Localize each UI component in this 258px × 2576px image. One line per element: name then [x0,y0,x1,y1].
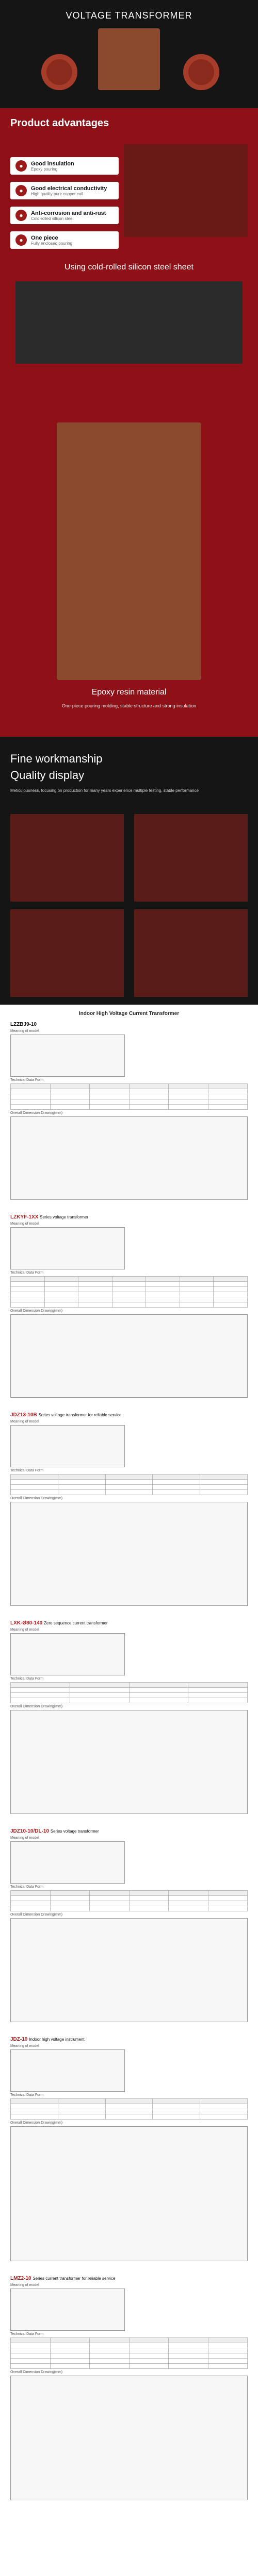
spec-section [10,1412,248,1606]
workmanship-photo-2 [134,814,248,902]
meaning-label: Meaning of model [10,1420,39,1423]
insulation-icon: ● [15,160,27,172]
meaning-label: Meaning of model [10,2044,39,2048]
spec-model: LZKYF-1XX [10,1214,39,1220]
spec-desc: Indoor high voltage instrument [29,2037,85,2042]
spec-document [0,1005,258,2576]
tech-table [10,1276,248,1308]
spec-model: LMZ2-10 [10,2276,31,2281]
dims-label: Overall Dimension Drawing(mm) [10,2121,63,2125]
tech-table [10,1083,248,1110]
product-hero [98,28,160,90]
advantage-sub: Epoxy pouring [31,166,58,172]
dims-label: Overall Dimension Drawing(mm) [10,1913,63,1917]
model-meaning-diagram [10,1425,125,1467]
spec-model: LZZBJ9-10 [10,1022,37,1027]
page-title: VOLTAGE TRANSFORMER [66,10,192,21]
model-meaning-diagram [10,1035,125,1077]
ring-right [183,54,219,90]
advantage-label: Good insulation [31,160,74,167]
advantage-sub: Fully enclosed pouring [31,241,73,246]
spec-section [10,1214,248,1398]
advantage-sub: High quality pure copper coil [31,191,83,196]
workmanship-body: Meticulousness, focusing on production for many years experience multiple testing, stable performance [10,788,199,793]
epoxy-section [0,402,258,737]
spec-section [10,2276,248,2500]
spec-section [10,1828,248,2022]
meaning-label: Meaning of model [10,1222,39,1226]
spec-section [10,2037,248,2261]
spec-section [10,1022,248,1200]
dimension-drawing [10,2126,248,2261]
advantages-section [0,108,258,402]
anti-corrosion-icon: ● [15,210,27,221]
tech-label: Technical Data Form [10,1078,44,1082]
meaning-label: Meaning of model [10,1029,39,1033]
spec-model: LXK-Ø80-140 [10,1620,43,1626]
spec-model: JDZ10-10/DL-10 [10,1828,50,1834]
advantage-item [10,182,119,199]
tech-table [10,1682,248,1703]
silicon-title: Using cold-rolled silicon steel sheet [64,263,194,272]
dims-label: Overall Dimension Drawing(mm) [10,1309,63,1313]
workmanship-photo-1 [10,814,124,902]
dimension-drawing [10,1502,248,1606]
dims-label: Overall Dimension Drawing(mm) [10,1111,63,1115]
one-piece-icon: ● [15,234,27,246]
tech-label: Technical Data Form [10,1271,44,1275]
spec-model: JDZ-10 [10,2037,28,2042]
spec-section [10,1620,248,1814]
spec-desc: Series voltage transformer [50,1829,99,1834]
advantages-title: Product advantages [10,117,109,129]
meaning-label: Meaning of model [10,1628,39,1632]
workmanship-photo-4 [134,909,248,997]
epoxy-body: One-piece pouring molding, stable structure and strong insulation [61,703,197,708]
spec-desc: Series current transformer for reliable service [33,2276,116,2281]
doc-heading: Indoor High Voltage Current Transformer [78,1011,180,1016]
dims-label: Overall Dimension Drawing(mm) [10,1705,63,1708]
advantage-label: Good electrical conductivity [31,185,107,192]
spec-desc: Zero sequence current transformer [44,1621,108,1625]
dimension-drawing [10,1314,248,1398]
dimension-drawing [10,1710,248,1814]
dimension-drawing [10,2376,248,2500]
workmanship-title-1: Fine workmanship [10,752,103,765]
tech-label: Technical Data Form [10,2332,44,2336]
tech-label: Technical Data Form [10,2093,44,2097]
workmanship-section [0,737,258,1005]
dimension-drawing [10,1116,248,1200]
dims-label: Overall Dimension Drawing(mm) [10,2370,63,2374]
advantage-item [10,231,119,249]
dims-label: Overall Dimension Drawing(mm) [10,1497,63,1500]
hero-header [0,0,258,108]
conductivity-icon: ● [15,185,27,196]
ring-left [41,54,77,90]
silicon-photo [15,281,243,364]
tech-label: Technical Data Form [10,1885,44,1889]
advantage-label: One piece [31,234,58,241]
advantage-item [10,157,119,175]
spec-desc: Series voltage transformer for reliable service [38,1413,122,1417]
tech-table [10,2098,248,2120]
dimension-drawing [10,1918,248,2022]
tech-label: Technical Data Form [10,1677,44,1681]
advantages-photo [124,144,248,237]
tech-table [10,1474,248,1495]
tech-table [10,1890,248,1911]
epoxy-photo [57,422,201,680]
model-meaning-diagram [10,2289,125,2331]
epoxy-title: Epoxy resin material [91,688,167,697]
advantage-sub: Cold-rolled silicon steel [31,216,74,221]
workmanship-photo-3 [10,909,124,997]
model-meaning-diagram [10,1633,125,1675]
spec-desc: Series voltage transformer [40,1215,89,1219]
model-meaning-diagram [10,2049,125,2092]
tech-table [10,2337,248,2369]
workmanship-title-2: Quality display [10,769,85,782]
advantage-item [10,207,119,224]
meaning-label: Meaning of model [10,2283,39,2287]
model-meaning-diagram [10,1227,125,1269]
meaning-label: Meaning of model [10,1836,39,1840]
advantage-label: Anti-corrosion and anti-rust [31,210,106,216]
tech-label: Technical Data Form [10,1469,44,1472]
model-meaning-diagram [10,1841,125,1884]
silicon-section [0,258,258,402]
spec-model: JDZ13-10B [10,1412,37,1418]
